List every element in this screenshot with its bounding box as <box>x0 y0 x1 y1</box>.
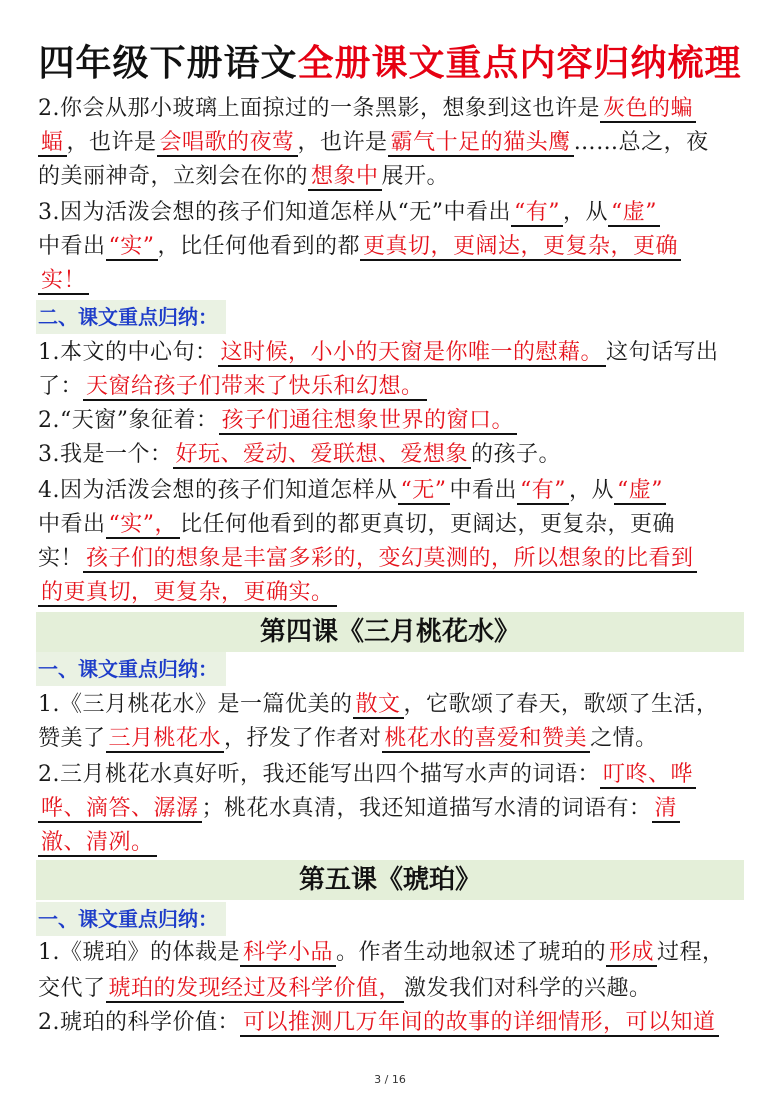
text-run: ，也许是 <box>66 130 157 155</box>
answer: 散文 <box>353 692 404 719</box>
text-run: 1.《三月桃花水》是一篇优美的 <box>38 692 353 717</box>
page-title <box>0 40 780 88</box>
answer: 形成 <box>606 940 657 967</box>
section-heading: 一、课文重点归纳： <box>36 652 226 686</box>
text-run: ，抒发了作者对 <box>224 726 382 751</box>
text-line <box>38 264 744 298</box>
text-line <box>38 508 744 542</box>
text-run: 2.琥珀的科学价值： <box>38 1010 240 1035</box>
answer: 的更真切，更复杂，更确实。 <box>38 580 337 607</box>
text-line <box>38 1006 744 1040</box>
answer: 孩子们通往想象世界的窗口。 <box>219 408 518 435</box>
answer: “实”， <box>106 512 181 539</box>
answer: “无” <box>398 478 450 505</box>
text-line <box>38 576 744 610</box>
text-run: ；桃花水真清，我还知道描写水清的词语有： <box>201 796 652 821</box>
text-line <box>38 196 744 230</box>
answer: 可以推测几万年间的故事的详细情形，可以知道 <box>240 1010 719 1037</box>
title-part2: 全册课文重点内容归纳梳理 <box>297 43 742 84</box>
text-run: 3.因为活泼会想的孩子们知道怎样从“无”中看出 <box>38 200 511 225</box>
text-run: 2.“天窗”象征着： <box>38 408 219 433</box>
answer: 琥珀的发现经过及科学价值， <box>106 976 405 1003</box>
text-run: ，也许是 <box>297 130 388 155</box>
answer: “虚” <box>608 200 660 227</box>
text-line <box>38 404 744 438</box>
answer: “虚” <box>614 478 666 505</box>
text-run: 中看出 <box>449 478 518 503</box>
text-run: 的美丽神奇，立刻会在你的 <box>38 164 309 189</box>
answer: 灰色的蝙 <box>600 96 696 123</box>
text-run: 过程， <box>657 940 725 965</box>
answer: “有” <box>517 478 569 505</box>
answer: 桃花水的喜爱和赞美 <box>382 726 591 753</box>
text-run: ……总之，夜 <box>573 130 709 155</box>
text-line <box>38 792 744 826</box>
text-line <box>38 542 744 576</box>
answer: 三月桃花水 <box>106 726 225 753</box>
answer: 会唱歌的夜莺 <box>157 130 298 157</box>
text-run: 中看出 <box>38 512 106 537</box>
answer: 这时候，小小的天窗是你唯一的慰藉。 <box>218 340 607 367</box>
text-run: 激发我们对科学的兴趣。 <box>404 976 652 1001</box>
text-run: 1.《琥珀》的体裁是 <box>38 940 240 965</box>
text-line <box>38 126 744 160</box>
text-run: 之情。 <box>590 726 658 751</box>
text-run: ，从 <box>569 478 615 503</box>
answer: “实” <box>106 234 158 261</box>
text-run: 中看出 <box>38 234 106 259</box>
lesson-title: 第四课《三月桃花水》 <box>36 612 744 652</box>
answer: 哗、滴答、潺潺 <box>38 796 202 823</box>
text-run: 4.因为活泼会想的孩子们知道怎样从 <box>38 478 398 503</box>
answer: 澈、清冽。 <box>38 830 157 857</box>
answer: 清 <box>652 796 681 823</box>
text-line <box>38 972 744 1006</box>
text-run: ，比任何他看到的都 <box>157 234 361 259</box>
text-line <box>38 936 744 970</box>
text-run: 的孩子。 <box>471 442 562 467</box>
text-run: 1.本文的中心句： <box>38 340 218 365</box>
answer: 更真切，更阔达，更复杂，更确 <box>360 234 681 261</box>
lesson-title: 第五课《琥珀》 <box>36 860 744 900</box>
answer: 想象中 <box>308 164 382 191</box>
text-run: 比任何他看到的都更真切，更阔达，更复杂，更确 <box>180 512 676 537</box>
text-line <box>38 438 744 472</box>
answer: 霸气十足的猫头鹰 <box>388 130 574 157</box>
text-run: 展开。 <box>381 164 450 189</box>
text-line <box>38 92 744 126</box>
answer: “有” <box>511 200 563 227</box>
text-run: 赞美了 <box>38 726 106 751</box>
text-line <box>38 230 744 264</box>
text-run: 。作者生动地叙述了琥珀的 <box>336 940 607 965</box>
text-run: 交代了 <box>38 976 106 1001</box>
page-number: 3 / 16 <box>374 1073 406 1086</box>
text-line <box>38 474 744 508</box>
answer: 叮咚、哗 <box>600 762 696 789</box>
text-run: ，它歌颂了春天，歌颂了生活， <box>403 692 719 717</box>
title-part1: 四年级下册语文 <box>38 43 298 84</box>
answer: 好玩、爱动、爱联想、爱想象 <box>173 442 472 469</box>
answer: 天窗给孩子们带来了快乐和幻想。 <box>83 374 427 401</box>
answer: 蝠 <box>38 130 67 157</box>
text-line <box>38 370 744 404</box>
text-run: 2.三月桃花水真好听，我还能写出四个描写水声的词语： <box>38 762 600 787</box>
text-line <box>38 336 744 370</box>
answer: 科学小品 <box>240 940 336 967</box>
answer: 孩子们的想象是丰富多彩的，变幻莫测的，所以想象的比看到 <box>83 546 697 573</box>
text-line <box>38 826 744 860</box>
text-run: 实！ <box>38 546 84 571</box>
text-line <box>38 160 744 194</box>
text-run: 这句话写出 <box>606 340 719 365</box>
text-line <box>38 758 744 792</box>
section-heading: 二、课文重点归纳： <box>36 300 226 334</box>
text-run: ，从 <box>563 200 609 225</box>
answer: 实！ <box>38 268 89 295</box>
text-line <box>38 722 744 756</box>
text-run: 2.你会从那小玻璃上面掠过的一条黑影，想象到这也许是 <box>38 96 600 121</box>
text-run: 3.我是一个： <box>38 442 173 467</box>
section-heading: 一、课文重点归纳： <box>36 902 226 936</box>
text-line <box>38 688 744 722</box>
text-run: 了： <box>38 374 84 399</box>
